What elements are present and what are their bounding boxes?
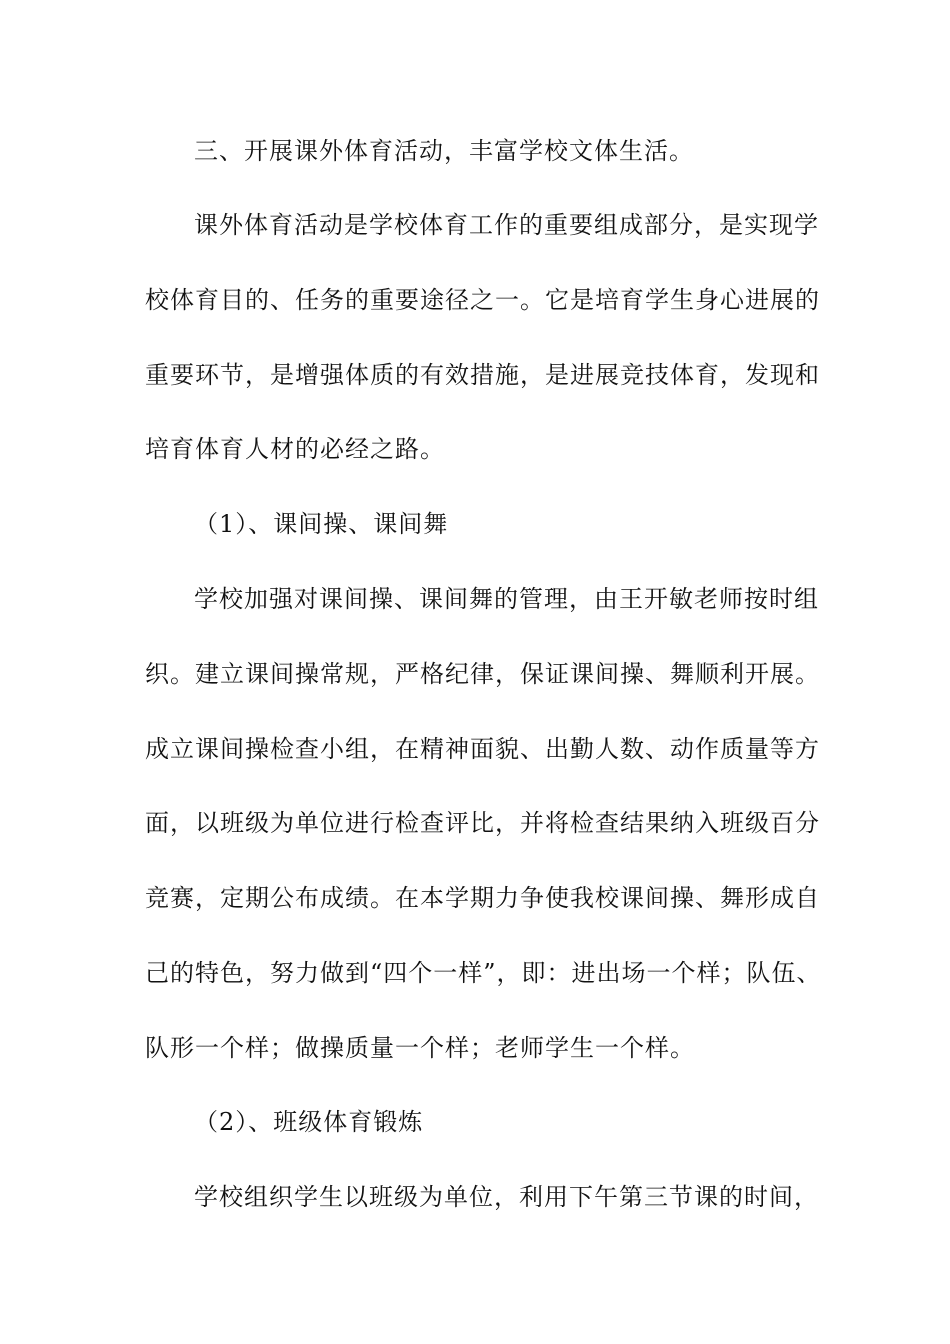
paragraph-line: 学校组织学生以班级为单位，利用下午第三节课的时间， [194, 1183, 819, 1211]
paragraph-line: 重要环节，是增强体质的有效措施，是进展竞技体育，发现和 [145, 361, 820, 389]
paragraph-line: 己的特色，努力做到“四个一样”，即：进出场一个样；队伍、 [145, 959, 822, 987]
paragraph-line: 培育体育人材的必经之路。 [145, 435, 445, 463]
section-heading: 三、开展课外体育活动，丰富学校文体生活。 [194, 137, 694, 165]
paragraph-line: 课外体育活动是学校体育工作的重要组成部分，是实现学 [194, 211, 819, 239]
paragraph-line: 学校加强对课间操、课间舞的管理，由王开敏老师按时组 [194, 585, 819, 613]
subsection-heading: （2）、班级体育锻炼 [194, 1108, 424, 1136]
paragraph-line: 成立课间操检查小组，在精神面貌、出勤人数、动作质量等方 [145, 735, 820, 763]
paragraph-line: 竞赛，定期公布成绩。在本学期力争使我校课间操、舞形成自 [145, 884, 820, 912]
paragraph-line: 校体育目的、任务的重要途径之一。它是培育学生身心进展的 [145, 286, 820, 314]
subsection-heading: （1）、课间操、课间舞 [194, 510, 449, 538]
paragraph-line: 队形一个样；做操质量一个样；老师学生一个样。 [145, 1034, 695, 1062]
paragraph-line: 织。建立课间操常规，严格纪律，保证课间操、舞顺利开展。 [145, 660, 820, 688]
paragraph-line: 面，以班级为单位进行检查评比，并将检查结果纳入班级百分 [145, 809, 820, 837]
